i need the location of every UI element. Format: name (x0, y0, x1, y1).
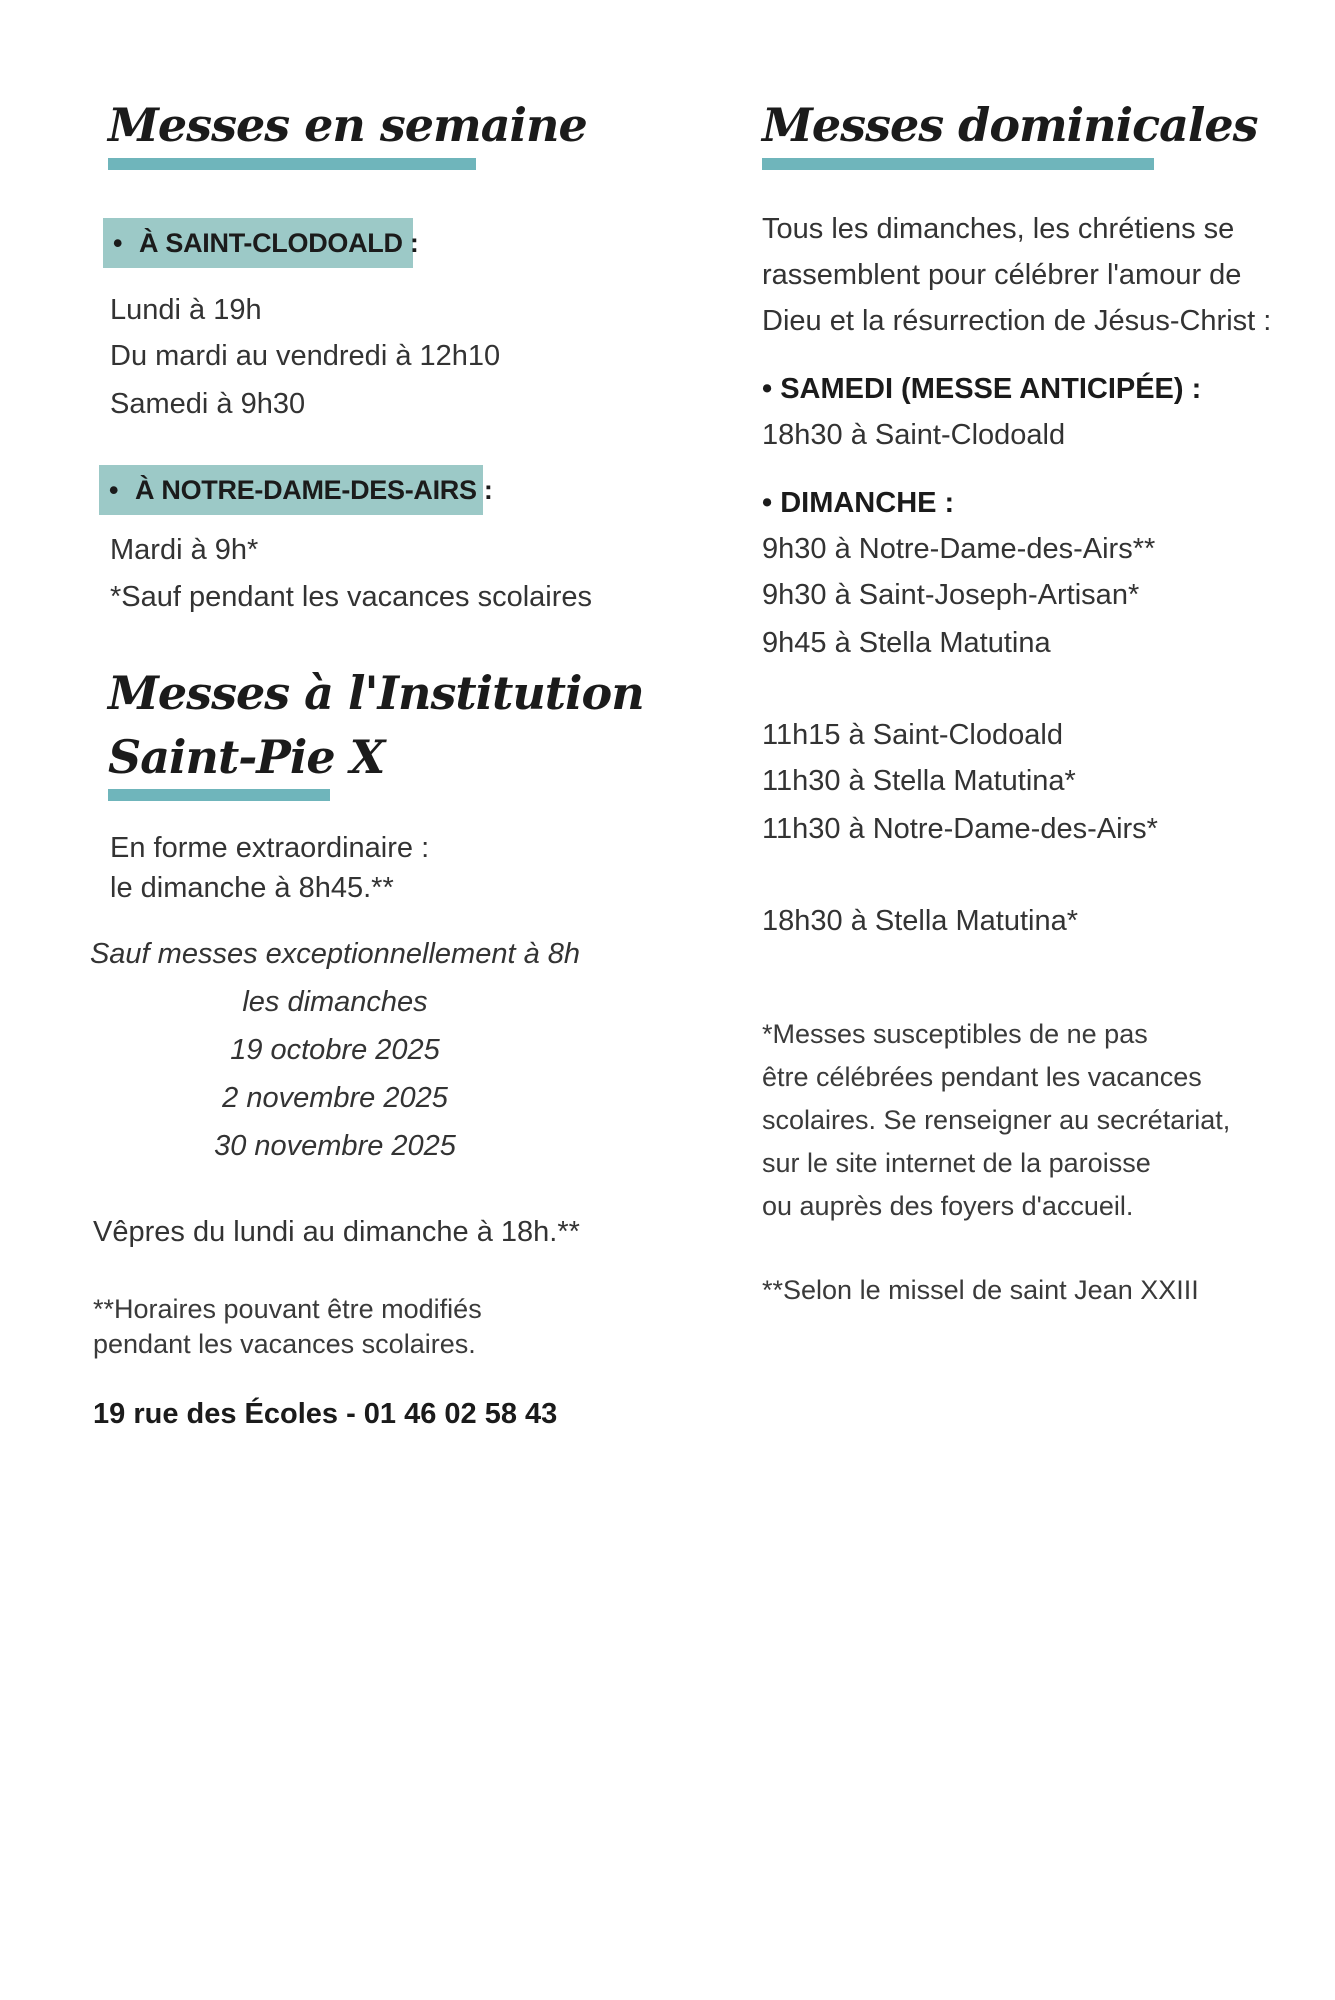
heading-institution-line2: Saint-Pie X (108, 730, 385, 784)
exception-line: 19 octobre 2025 (230, 1034, 440, 1066)
saturday-label: • SAMEDI (MESSE ANTICIPÉE) : (762, 373, 1202, 405)
note-line: pendant les vacances scolaires. (93, 1329, 476, 1359)
schedule-line: 11h30 à Stella Matutina* (762, 765, 1076, 797)
footnote-missal: **Selon le missel de saint Jean XXIII (762, 1275, 1199, 1305)
heading-sunday-masses: Messes dominicales (762, 98, 1258, 152)
schedule-line: Mardi à 9h* (110, 534, 259, 566)
bullet-icon: • (113, 228, 123, 258)
footnote-line: *Messes susceptibles de ne pas (762, 1019, 1148, 1049)
intro-line: Tous les dimanches, les chrétiens se (762, 213, 1235, 245)
heading-institution-line1: Messes à l'Institution (108, 666, 644, 720)
intro-line: rassemblent pour célébrer l'amour de (762, 259, 1242, 291)
schedule-line: 9h30 à Saint-Joseph-Artisan* (762, 579, 1140, 611)
footnote-line: ou auprès des foyers d'accueil. (762, 1191, 1134, 1221)
address-line: 19 rue des Écoles - 01 46 02 58 43 (93, 1398, 558, 1430)
heading-underline (762, 158, 1154, 170)
schedule-line: 11h30 à Notre-Dame-des-Airs* (762, 813, 1158, 845)
exception-line: 30 novembre 2025 (214, 1130, 456, 1162)
exception-line: les dimanches (242, 986, 428, 1018)
tag-label: À SAINT-CLODOALD : (139, 228, 419, 258)
exception-line: 2 novembre 2025 (222, 1082, 448, 1114)
tag-label: À NOTRE-DAME-DES-AIRS : (135, 475, 493, 505)
schedule-line: 9h45 à Stella Matutina (762, 627, 1051, 659)
heading-weekday-masses: Messes en semaine (108, 98, 587, 152)
form-line: En forme extraordinaire : (110, 832, 430, 864)
exception-line: Sauf messes exceptionnellement à 8h (89, 938, 581, 970)
schedule-line: Du mardi au vendredi à 12h10 (110, 340, 501, 372)
schedule-line: 9h30 à Notre-Dame-des-Airs** (762, 533, 1156, 565)
footnote-line: scolaires. Se renseigner au secrétariat, (762, 1105, 1231, 1135)
form-line: le dimanche à 8h45.** (110, 872, 394, 904)
intro-line: Dieu et la résurrection de Jésus-Christ : (762, 305, 1272, 337)
heading-underline (108, 158, 476, 170)
schedule-line: 18h30 à Stella Matutina* (762, 905, 1078, 937)
footnote-line: sur le site internet de la paroisse (762, 1148, 1151, 1178)
tag-saint-clodoald (103, 218, 419, 268)
footnote-line: être célébrées pendant les vacances (762, 1062, 1202, 1092)
tag-notre-dame-des-airs (99, 465, 493, 515)
schedule-line: 11h15 à Saint-Clodoald (762, 719, 1063, 751)
sunday-label: • DIMANCHE : (762, 487, 955, 519)
vespers-line: Vêpres du lundi au dimanche à 18h.** (93, 1216, 580, 1248)
heading-underline (108, 789, 330, 801)
schedule-line: Samedi à 9h30 (110, 388, 306, 420)
schedule-line: 18h30 à Saint-Clodoald (762, 419, 1066, 451)
bullet-icon: • (109, 475, 119, 505)
schedule-note: *Sauf pendant les vacances scolaires (110, 581, 593, 613)
schedule-line: Lundi à 19h (110, 294, 262, 326)
note-line: **Horaires pouvant être modifiés (93, 1294, 482, 1324)
